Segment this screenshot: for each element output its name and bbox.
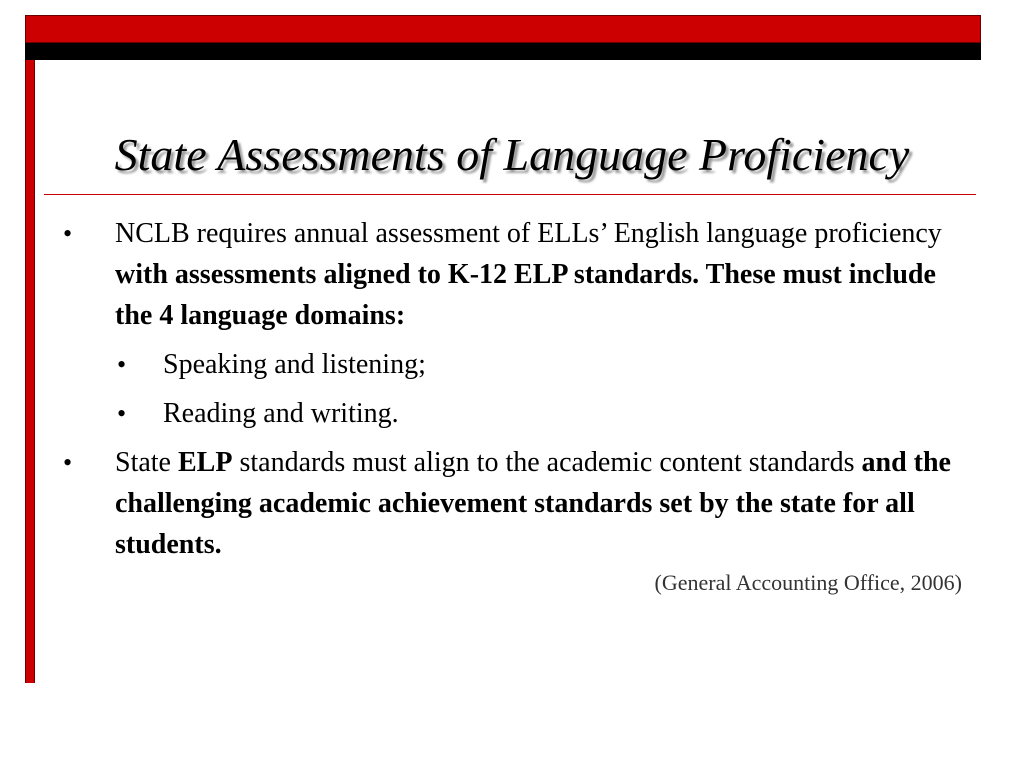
citation: (General Accounting Office, 2006) [654,570,962,595]
left-red-bar [25,60,35,683]
bullet-text-plain: standards must align to the academic content standards [232,447,862,478]
sub-bullet-icon: • [117,399,127,428]
sub-bullet-text: Speaking and listening; [163,349,426,380]
sub-bullet-list [115,344,968,434]
top-red-bar [25,15,981,43]
top-black-bar [25,43,981,60]
bullet-icon: • [63,448,73,477]
sub-bullet-text: Reading and writing. [163,398,399,429]
slide-title: State Assessments of Language Proficiency [114,129,910,180]
bullet-item-state-elp [63,442,968,565]
bullet-text-plain: State [115,447,178,478]
bullet-text-bold: and the challenging academic achievement standards set by the state for all students. [115,447,951,560]
sub-bullet-icon: • [117,350,127,379]
bullet-item-nclb [63,213,968,434]
title-divider [44,194,976,195]
bullet-text-bold: ELP [178,447,233,478]
bullet-text-plain: NCLB requires annual assessment of ELLs’ English language proficiency [115,218,942,249]
sub-bullet-item-reading [115,393,968,434]
sub-bullet-item-speaking [115,344,968,385]
bullet-text-bold: with assessments aligned to K-12 ELP standards. These must include the 4 language domains: [115,259,936,331]
bullet-icon: • [63,219,73,248]
bullet-list [63,213,968,573]
